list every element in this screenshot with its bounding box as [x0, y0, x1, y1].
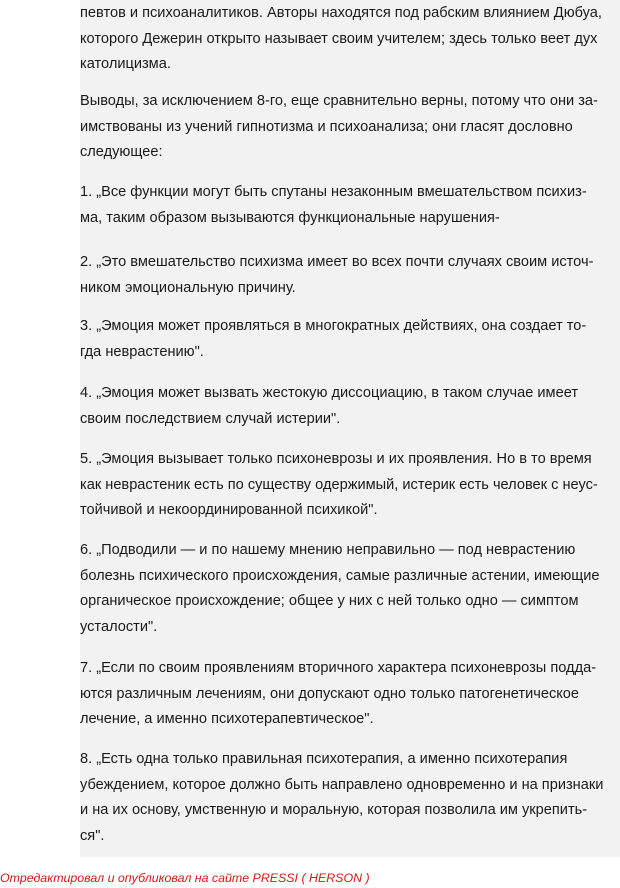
paragraph-item-4	[80, 381, 620, 432]
text-line: ся".	[80, 827, 105, 844]
text-line: 5. „Эмоция вызывает только психоневрозы и их проявления. Но в то время	[80, 451, 592, 467]
paragraph-1	[80, 1, 620, 78]
text-line: и на их основу, умственную и моральную, которая позволила им укрепить-	[80, 802, 588, 818]
text-line: следующее:	[80, 144, 163, 160]
text-line: ником эмоциональную причину.	[80, 279, 296, 296]
text-line: как неврастеник есть по существу одержимый, истерик есть человек с неус-	[80, 476, 598, 493]
text-line: ма, таким образом вызываются функциональные нарушения-	[80, 209, 500, 226]
paragraph-2	[80, 89, 620, 166]
paragraph-item-6	[80, 538, 620, 640]
footer-credit: Отредактировал и опубликовал на сайте PRESSI ( HERSON )	[0, 871, 370, 885]
text-line: лечение, а именно психотерапевтическое".	[80, 711, 374, 727]
paragraph-item-7	[80, 656, 620, 733]
text-line: 8. „Есть одна только правильная психотерапия, а именно психотерапия	[80, 751, 568, 767]
text-line: ются различным лечениям, они допускают одно только патогенетическое	[80, 685, 580, 702]
text-line: 6. „Подводили — и по нашему мнению неправильно — под неврастению	[80, 542, 576, 558]
text-line: католицизма.	[80, 56, 171, 72]
text-line: Выводы, за исключением 8-го, еще сравнительно верны, потому что они за-	[80, 93, 598, 109]
text-line: гда неврастению".	[80, 343, 204, 360]
paragraph-item-8	[80, 747, 620, 849]
text-line: имствованы из учений гипнотизма и психоанализа; они гласят дословно	[80, 118, 573, 135]
text-line: усталости".	[80, 618, 158, 635]
paragraph-item-1	[80, 180, 620, 231]
text-line: 1. „Все функции могут быть спутаны незаконным вмешательством психиз-	[80, 184, 587, 200]
text-line: певтов и психоаналитиков. Авторы находятся под рабским влиянием Дюбуа,	[80, 5, 602, 21]
text-line: убеждением, которое должно быть направлено одновременно и на признаки	[80, 776, 604, 793]
text-line: 7. „Если по своим проявлениям вторичного характера психоневрозы подда-	[80, 660, 597, 676]
paragraph-item-2	[80, 250, 620, 301]
text-line: 2. „Это вмешательство психизма имеет во всех почти случаях своим источ-	[80, 254, 594, 270]
text-line: 3. „Эмоция может проявляться в многократных действиях, она создает то-	[80, 318, 587, 334]
text-line: которого Дежерин открыто называет своим учителем; здесь только веет дух	[80, 30, 598, 47]
text-line: болезнь психического происхождения, самые различные астении, имеющие	[80, 567, 600, 584]
text-line: своим последствием случай истерии".	[80, 410, 341, 427]
text-line: тойчивой и некоординированной психикой".	[80, 502, 378, 518]
text-line: органическое происхождение; общее у них с ней только одно — симптом	[80, 593, 579, 609]
text-line: 4. „Эмоция может вызвать жестокую диссоциацию, в таком случае имеет	[80, 385, 579, 401]
paragraph-item-3	[80, 314, 620, 365]
paragraph-item-5	[80, 447, 620, 524]
